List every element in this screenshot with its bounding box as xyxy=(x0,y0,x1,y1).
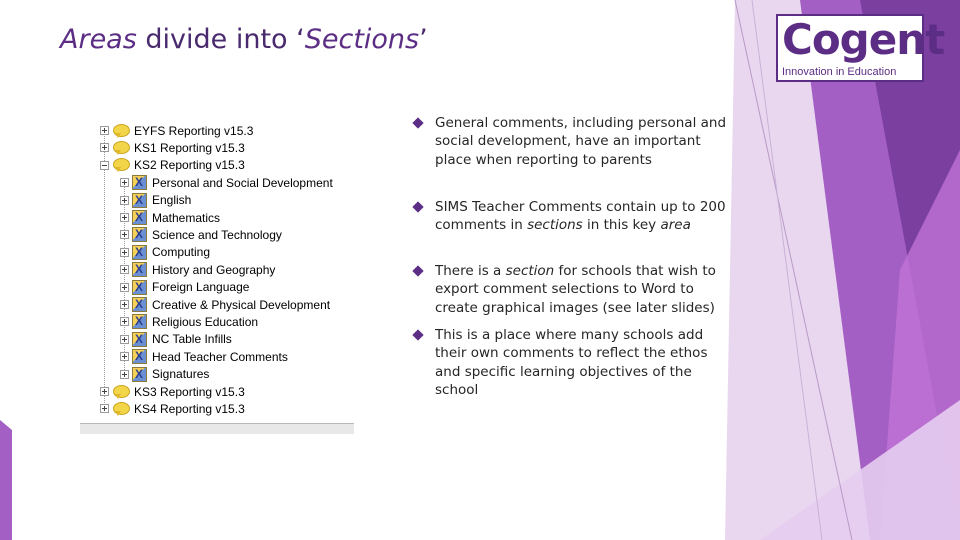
tree-item-label: Science and Technology xyxy=(152,227,282,242)
bullet-text-part: There is a xyxy=(435,263,506,279)
bullet-text-part: This is a place where many schools add their own comments to reflect the ethos and specific learning objectives of the school xyxy=(435,327,708,398)
tree-item[interactable] xyxy=(120,244,210,261)
bullet-text-part: for schools that wish to export comment selections to Word to create graphical images (see later slides) xyxy=(435,263,716,316)
tree-item[interactable] xyxy=(120,366,209,383)
tree-item-label: Personal and Social Development xyxy=(152,175,333,190)
tree-item[interactable] xyxy=(100,139,245,156)
tree-item-label: Religious Education xyxy=(152,314,259,329)
expand-icon[interactable] xyxy=(100,126,109,135)
tree-item[interactable] xyxy=(120,226,282,243)
speech-bubble-icon xyxy=(112,158,129,172)
expand-icon[interactable] xyxy=(120,317,129,326)
title-italic-areas: Areas xyxy=(60,24,137,55)
tree-item[interactable] xyxy=(120,331,232,348)
expand-icon[interactable] xyxy=(120,370,129,379)
expand-icon[interactable] xyxy=(120,335,129,344)
bullet-text-part: General comments, including personal and social development, have an important place when reporting to parents xyxy=(435,115,727,168)
tree-item-label: Signatures xyxy=(152,367,210,382)
excel-doc-icon xyxy=(132,175,147,190)
expand-icon[interactable] xyxy=(100,143,109,152)
speech-bubble-icon xyxy=(112,385,129,399)
tree-item-label: KS2 Reporting v15.3 xyxy=(134,158,245,173)
excel-doc-icon xyxy=(132,193,147,208)
tree-item-label: KS4 Reporting v15.3 xyxy=(134,401,245,416)
bullet-text-italic: area xyxy=(660,217,691,234)
tree-item-label: English xyxy=(152,193,192,208)
speech-bubble-icon xyxy=(112,124,129,138)
bullet-text-part: in this key xyxy=(582,217,661,234)
tree-item-label: Foreign Language xyxy=(152,280,250,295)
excel-doc-icon xyxy=(132,262,147,277)
tree-view xyxy=(80,118,354,434)
expand-icon[interactable] xyxy=(120,352,129,361)
tree-item[interactable] xyxy=(120,296,330,313)
tree-item[interactable] xyxy=(120,174,333,191)
tree-item-label: KS3 Reporting v15.3 xyxy=(134,384,245,399)
tree-item[interactable] xyxy=(120,192,191,209)
tree-item[interactable] xyxy=(100,383,245,400)
slide-title xyxy=(60,24,428,55)
title-end: ’ xyxy=(419,24,428,55)
speech-bubble-icon xyxy=(112,402,129,416)
excel-doc-icon xyxy=(132,349,147,364)
logo-wordmark: Cogent xyxy=(782,15,945,64)
tree-item-label: Creative & Physical Development xyxy=(152,297,331,312)
expand-icon[interactable] xyxy=(120,300,129,309)
expand-icon[interactable] xyxy=(100,404,109,413)
tree-item[interactable] xyxy=(120,279,249,296)
excel-doc-icon xyxy=(132,210,147,225)
tree-item[interactable] xyxy=(100,122,253,139)
bullet-text xyxy=(435,262,730,317)
expand-icon[interactable] xyxy=(120,213,129,222)
excel-doc-icon xyxy=(132,314,147,329)
expand-icon[interactable] xyxy=(120,283,129,292)
title-middle: divide into ‘ xyxy=(136,24,305,55)
tree-item-label: Head Teacher Comments xyxy=(152,349,288,364)
tree-item-label: NC Table Infills xyxy=(152,332,232,347)
expand-icon[interactable] xyxy=(120,265,129,274)
tree-item[interactable] xyxy=(120,348,288,365)
bullet-text xyxy=(435,198,730,235)
tree-item-label: KS1 Reporting v15.3 xyxy=(134,140,245,155)
logo-tagline: Innovation in Education xyxy=(782,64,922,80)
excel-doc-icon xyxy=(132,227,147,242)
tree-item[interactable] xyxy=(120,313,258,330)
excel-doc-icon xyxy=(132,332,147,347)
bullet-text xyxy=(435,326,730,399)
cogent-logo xyxy=(776,14,945,82)
bullet-text-italic: section xyxy=(505,263,555,279)
bullet-text xyxy=(435,114,730,169)
tree-item[interactable] xyxy=(100,400,245,417)
excel-doc-icon xyxy=(132,280,147,295)
title-italic-sections: Sections xyxy=(304,24,420,55)
speech-bubble-icon xyxy=(112,141,129,155)
expand-icon[interactable] xyxy=(120,230,129,239)
expand-icon[interactable] xyxy=(120,196,129,205)
excel-doc-icon xyxy=(132,367,147,382)
expand-icon[interactable] xyxy=(100,387,109,396)
excel-doc-icon xyxy=(132,245,147,260)
tree-item[interactable] xyxy=(120,209,220,226)
bullet-text-part: SIMS Teacher Comments contain up to 200 comments in xyxy=(435,199,726,234)
tree-item-label: Computing xyxy=(152,245,211,260)
expand-icon[interactable] xyxy=(120,178,129,187)
tree-item-label: Mathematics xyxy=(152,210,221,225)
tree-item-label: EYFS Reporting v15.3 xyxy=(134,123,254,138)
collapse-icon[interactable] xyxy=(100,161,109,170)
bullet-text-italic: sections xyxy=(527,217,583,234)
tree-item[interactable] xyxy=(120,261,275,278)
excel-doc-icon xyxy=(132,297,147,312)
tree-item-label: History and Geography xyxy=(152,262,276,277)
tree-scrollbar[interactable] xyxy=(80,423,354,434)
tree-item[interactable] xyxy=(100,157,245,174)
expand-icon[interactable] xyxy=(120,248,129,257)
